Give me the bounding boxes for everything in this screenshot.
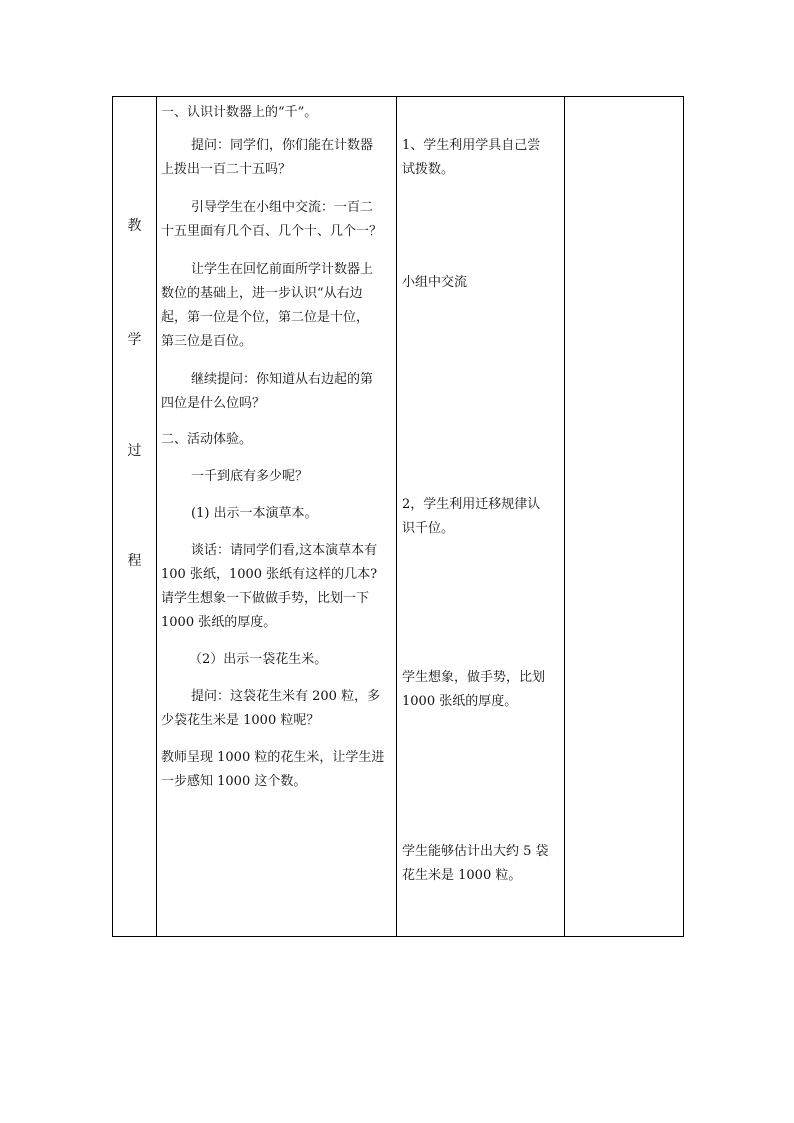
text-line: 上拨出一百二十五吗？: [161, 162, 292, 177]
section-heading: 二、活动体验。: [161, 432, 253, 447]
text-line: （2）出示一袋花生米。: [189, 652, 328, 667]
text-line: 少袋花生米是 1000 粒呢？: [161, 713, 320, 728]
side-label-char: 教: [127, 218, 142, 234]
text-line: 继续提问：你知道从右边起的第: [191, 372, 374, 387]
side-label-char: 学: [127, 332, 142, 348]
text-line: 1000 张纸的厚度。: [402, 694, 518, 709]
text-line: 试拨数。: [402, 162, 455, 177]
text-line: 一步感知 1000 这个数。: [161, 774, 307, 789]
text-line: 一千到底有多少呢？: [191, 469, 309, 484]
text-line: 数位的基础上，进一步认识“从右边: [161, 286, 363, 301]
section-heading: 一、认识计数器上的“千”。: [161, 105, 318, 120]
text-line: 学生想象，做手势，比划: [402, 670, 546, 685]
text-line: 十五里面有几个百、几个十、几个一？: [161, 224, 383, 239]
text-line: 100 张纸，1000 张纸有这样的几本?: [161, 567, 378, 582]
text-line: 提问：同学们，你们能在计数器: [191, 138, 374, 153]
text-line: 提问：这袋花生米有 200 粒，多: [191, 689, 381, 704]
text-line: 教师呈现 1000 粒的花生米，让学生进: [161, 750, 385, 765]
text-line: 1000 张纸的厚度。: [161, 615, 277, 630]
text-line: 让学生在回忆前面所学计数器上: [191, 262, 374, 277]
side-label-char: 过: [127, 443, 142, 459]
text-line: 四位是什么位吗？: [161, 396, 266, 411]
text-line: 第三位是百位。: [161, 334, 253, 349]
text-line: 谈话：请同学们看,这本演草本有: [191, 543, 378, 558]
text-line: 请学生想象一下做做手势，比划一下: [161, 591, 370, 606]
text-line: 小组中交流: [402, 275, 468, 290]
column-divider: [396, 97, 397, 936]
lesson-table: [112, 96, 684, 937]
teacher-activity-column: [161, 97, 393, 936]
side-label-char: 程: [127, 553, 142, 569]
column-divider: [156, 97, 157, 936]
text-line: 起，第一位是个位，第二位是十位，: [161, 310, 370, 325]
student-activity-column: [402, 97, 562, 936]
text-line: (1) 出示一本演草本。: [191, 506, 318, 521]
text-line: 识千位。: [402, 521, 455, 536]
notes-column: [565, 97, 683, 936]
text-line: 引导学生在小组中交流：一百二: [191, 200, 374, 215]
text-line: 1、学生利用学具自己尝: [402, 138, 541, 153]
text-line: 学生能够估计出大约 5 袋: [402, 844, 549, 859]
text-line: 2，学生利用迁移规律认: [402, 497, 541, 512]
text-line: 花生米是 1000 粒。: [402, 868, 522, 883]
